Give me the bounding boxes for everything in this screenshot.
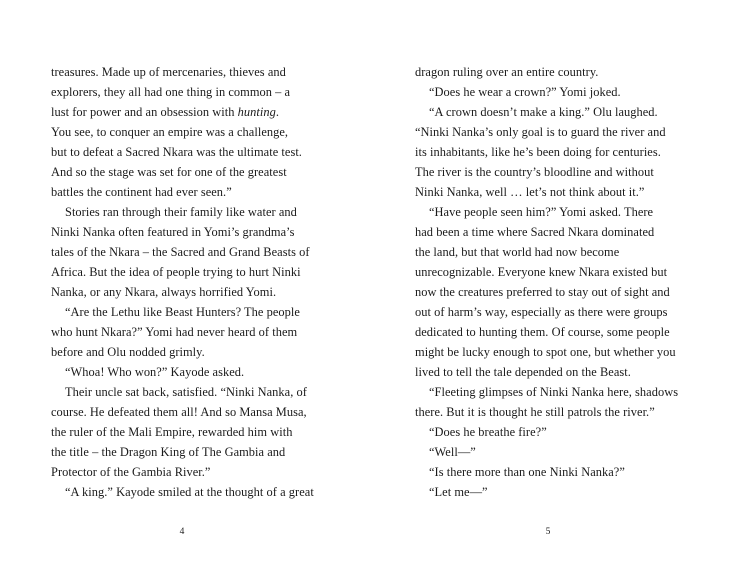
text-line: “Have people seen him?” Yomi asked. There: [429, 205, 654, 219]
text-line: who hunt Nkara?” Yomi had never heard of them: [51, 325, 298, 339]
text-line: before and Olu nodded grimly.: [51, 345, 205, 359]
text-line: lived to tell the tale depended on the Beast.: [415, 365, 631, 379]
text-line: “Whoa! Who won?” Kayode asked.: [65, 365, 245, 379]
text-line: The river is the country’s bloodline and without: [415, 165, 654, 179]
text-segment: .: [275, 105, 280, 119]
text-line: You see, to conquer an empire was a challenge,: [51, 125, 289, 139]
text-line: treasures. Made up of mercenaries, thieves and: [51, 65, 286, 79]
text-line: explorers, they all had one thing in common – a: [51, 85, 291, 99]
text-line: course. He defeated them all! And so Mansa Musa,: [51, 405, 307, 419]
text-line: And so the stage was set for one of the greatest: [51, 165, 287, 179]
text-line: Stories ran through their family like water and: [65, 205, 297, 219]
right-page-body: [415, 62, 715, 502]
text-line: its inhabitants, like he’s been doing for centuries.: [415, 145, 661, 159]
text-line: Ninki Nanka, well … let’s not think about it.”: [415, 185, 645, 199]
italic-word: hunting: [237, 105, 276, 119]
text-line: the land, but that world had now become: [415, 245, 620, 259]
text-line: Africa. But the idea of people trying to hurt Ninki: [51, 265, 301, 279]
text-line: there. But it is thought he still patrols the river.”: [415, 405, 655, 419]
right-page-number: 5: [545, 527, 551, 537]
text-line: “Fleeting glimpses of Ninki Nanka here, shadows: [429, 385, 679, 399]
text-line: “A king.” Kayode smiled at the thought of a great: [65, 485, 314, 499]
text-line: “Are the Lethu like Beast Hunters? The people: [65, 305, 300, 319]
text-line: Nanka, or any Nkara, always horrified Yomi.: [51, 285, 277, 299]
text-line: tales of the Nkara – the Sacred and Grand Beasts of: [51, 245, 310, 259]
text-line: now the creatures preferred to stay out of sight and: [415, 285, 670, 299]
text-line: “Let me—”: [429, 485, 488, 499]
left-page-body: [51, 62, 351, 502]
text-line: “Does he wear a crown?” Yomi joked.: [429, 85, 621, 99]
text-segment: lust for power and an obsession with: [51, 105, 238, 119]
left-page-number: 4: [179, 527, 185, 537]
text-line: dedicated to hunting them. Of course, some people: [415, 325, 670, 339]
text-line: had been a time where Sacred Nkara dominated: [415, 225, 655, 239]
text-line: Their uncle sat back, satisfied. “Ninki Nanka, of: [65, 385, 307, 399]
text-line: “Is there more than one Ninki Nanka?”: [429, 465, 625, 479]
text-line: unrecognizable. Everyone knew Nkara existed but: [415, 265, 668, 279]
text-line: “Ninki Nanka’s only goal is to guard the river and: [415, 125, 666, 139]
text-line: Ninki Nanka often featured in Yomi’s grandma’s: [51, 225, 295, 239]
text-line: [51, 102, 351, 122]
text-line: battles the continent had ever seen.”: [51, 185, 232, 199]
text-line: the ruler of the Mali Empire, rewarded him with: [51, 425, 293, 439]
text-line: might be lucky enough to spot one, but whether you: [415, 345, 676, 359]
text-line: “Does he breathe fire?”: [429, 425, 547, 439]
text-line: the title – the Dragon King of The Gambia and: [51, 445, 286, 459]
text-line: out of harm’s way, especially as there were groups: [415, 305, 668, 319]
text-line: Protector of the Gambia River.”: [51, 465, 211, 479]
text-line: “A crown doesn’t make a king.” Olu laughed.: [429, 105, 658, 119]
text-line: but to defeat a Sacred Nkara was the ultimate test.: [51, 145, 302, 159]
text-line: dragon ruling over an entire country.: [415, 65, 599, 79]
text-line: “Well—”: [429, 445, 476, 459]
